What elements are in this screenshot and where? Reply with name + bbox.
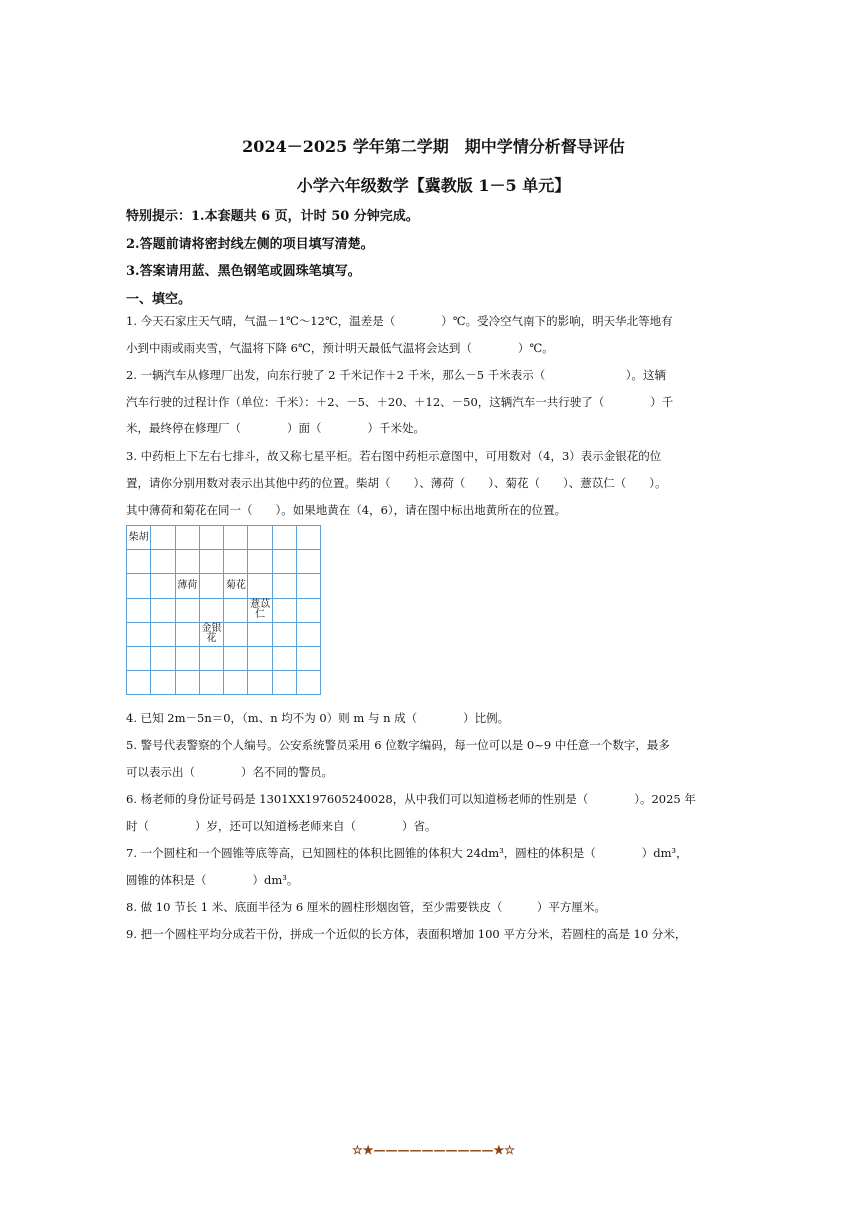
question-line: 小到中雨或雨夹雪，气温将下降 6℃，预计明天最低气温将会达到（ ）℃。 — [126, 341, 554, 355]
grid-cell: 薄荷 — [175, 574, 199, 598]
grid-cell — [224, 622, 248, 646]
grid-cell — [151, 526, 175, 550]
grid-cell — [151, 598, 175, 622]
grid-cell — [151, 574, 175, 598]
grid-cell — [127, 598, 151, 622]
grid-cell — [248, 646, 272, 670]
grid-cell — [224, 646, 248, 670]
grid-cell — [199, 526, 223, 550]
question-line: 圆锥的体积是（ ）dm³。 — [126, 873, 299, 887]
question-line: 米，最终停在修理厂（ ）面（ ）千米处。 — [126, 421, 425, 435]
grid-row — [127, 526, 321, 550]
grid-cell — [175, 671, 199, 695]
grid-cell — [224, 671, 248, 695]
section-heading: 一、填空。 — [126, 292, 192, 307]
question-line: 5. 警号代表警察的个人编号。公安系统警员采用 6 位数字编码，每一位可以是 0~9 中任意一个数字，最多 — [126, 738, 670, 752]
question-line: 9. 把一个圆柱平均分成若干份，拼成一个近似的长方体，表面积增加 100 平方分米，若圆柱的高是 10 分米， — [126, 927, 687, 941]
question-line: 2. 一辆汽车从修理厂出发，向东行驶了 2 千米记作＋2 千米，那么－5 千米表示（ ）。这辆 — [126, 368, 666, 382]
question-line: 时（ ）岁，还可以知道杨老师来自（ ）省。 — [126, 819, 437, 833]
grid-cell — [297, 574, 321, 598]
grid-cell — [175, 550, 199, 574]
grid-cell — [248, 671, 272, 695]
question-line: 6. 杨老师的身份证号码是 1301XX197605240028，从中我们可以知道杨老师的性别是（ ）。2025 年 — [126, 792, 696, 806]
medicine-cabinet-grid — [126, 525, 321, 695]
note-1: 特别提示：1.本套题共 6 页，计时 50 分钟完成。 — [126, 209, 419, 224]
grid-cell — [272, 671, 296, 695]
grid-cell — [224, 526, 248, 550]
grid-cell — [248, 550, 272, 574]
grid-cell — [272, 574, 296, 598]
grid-cell — [151, 646, 175, 670]
grid-cell — [199, 550, 223, 574]
grid-cell — [175, 646, 199, 670]
grid-cell — [297, 550, 321, 574]
grid-table — [126, 525, 321, 695]
grid-cell — [297, 526, 321, 550]
grid-cell — [272, 622, 296, 646]
grid-row — [127, 550, 321, 574]
question-line: 8. 做 10 节长 1 米、底面半径为 6 厘米的圆柱形烟囱管，至少需要铁皮（ ）平方厘米。 — [126, 900, 606, 914]
grid-cell — [272, 646, 296, 670]
grid-cell — [151, 550, 175, 574]
page-title: 2024－2025 学年第二学期 期中学情分析督导评估 — [242, 137, 625, 156]
grid-cell — [175, 598, 199, 622]
question-line: 1. 今天石家庄天气晴，气温－1℃～12℃，温差是（ ）℃。受冷空气南下的影响，明天华北等地有 — [126, 314, 673, 328]
grid-cell — [272, 550, 296, 574]
note-2: 2.答题前请将密封线左侧的项目填写清楚。 — [126, 237, 374, 252]
question-line: 置，请你分别用数对表示出其他中药的位置。柴胡（ ）、薄荷（ ）、菊花（ ）、薏苡仁（ ）。 — [126, 476, 667, 490]
grid-cell — [127, 550, 151, 574]
grid-cell — [127, 671, 151, 695]
grid-cell — [175, 526, 199, 550]
grid-cell — [224, 550, 248, 574]
grid-cell — [297, 671, 321, 695]
grid-cell: 柴胡 — [127, 526, 151, 550]
question-line: 4. 已知 2m－5n＝0，（m、n 均不为 0）则 m 与 n 成（ ）比例。 — [126, 711, 510, 725]
page-subtitle: 小学六年级数学【冀教版 1－5 单元】 — [296, 176, 571, 195]
question-line: 其中薄荷和菊花在同一（ ）。如果地黄在（4，6），请在图中标出地黄所在的位置。 — [126, 503, 567, 517]
grid-cell — [272, 526, 296, 550]
grid-cell — [297, 646, 321, 670]
grid-cell — [127, 574, 151, 598]
question-line: 7. 一个圆柱和一个圆锥等底等高，已知圆柱的体积比圆锥的体积大 24dm³，圆柱的体积是（ ）dm³， — [126, 846, 688, 860]
grid-cell — [297, 598, 321, 622]
grid-row — [127, 598, 321, 622]
grid-cell — [199, 598, 223, 622]
grid-cell — [151, 622, 175, 646]
grid-cell — [248, 574, 272, 598]
grid-cell — [151, 671, 175, 695]
grid-row — [127, 646, 321, 670]
grid-cell — [127, 646, 151, 670]
grid-row — [127, 671, 321, 695]
grid-row — [127, 622, 321, 646]
grid-cell — [272, 598, 296, 622]
grid-cell — [199, 671, 223, 695]
grid-cell — [224, 598, 248, 622]
question-line: 汽车行驶的过程计作（单位：千米）：＋2、－5、＋20、＋12、－50，这辆汽车一共行驶了（ ）千 — [126, 395, 674, 409]
grid-cell — [248, 526, 272, 550]
page-footer-decoration: ☆★——————————★☆ — [351, 1143, 516, 1157]
grid-cell: 菊花 — [224, 574, 248, 598]
grid-cell — [199, 646, 223, 670]
grid-cell — [248, 622, 272, 646]
note-3: 3.答案请用蓝、黑色钢笔或圆珠笔填写。 — [126, 264, 361, 279]
grid-cell — [297, 622, 321, 646]
grid-cell: 金银花 — [199, 622, 223, 646]
grid-cell — [199, 574, 223, 598]
grid-cell — [175, 622, 199, 646]
question-line: 3. 中药柜上下左右七排斗，故又称七星平柜。若右图中药柜示意图中，可用数对（4，3）表示金银花的位 — [126, 449, 662, 463]
grid-row — [127, 574, 321, 598]
grid-cell: 薏苡仁 — [248, 598, 272, 622]
grid-cell — [127, 622, 151, 646]
question-line: 可以表示出（ ）名不同的警员。 — [126, 765, 333, 779]
